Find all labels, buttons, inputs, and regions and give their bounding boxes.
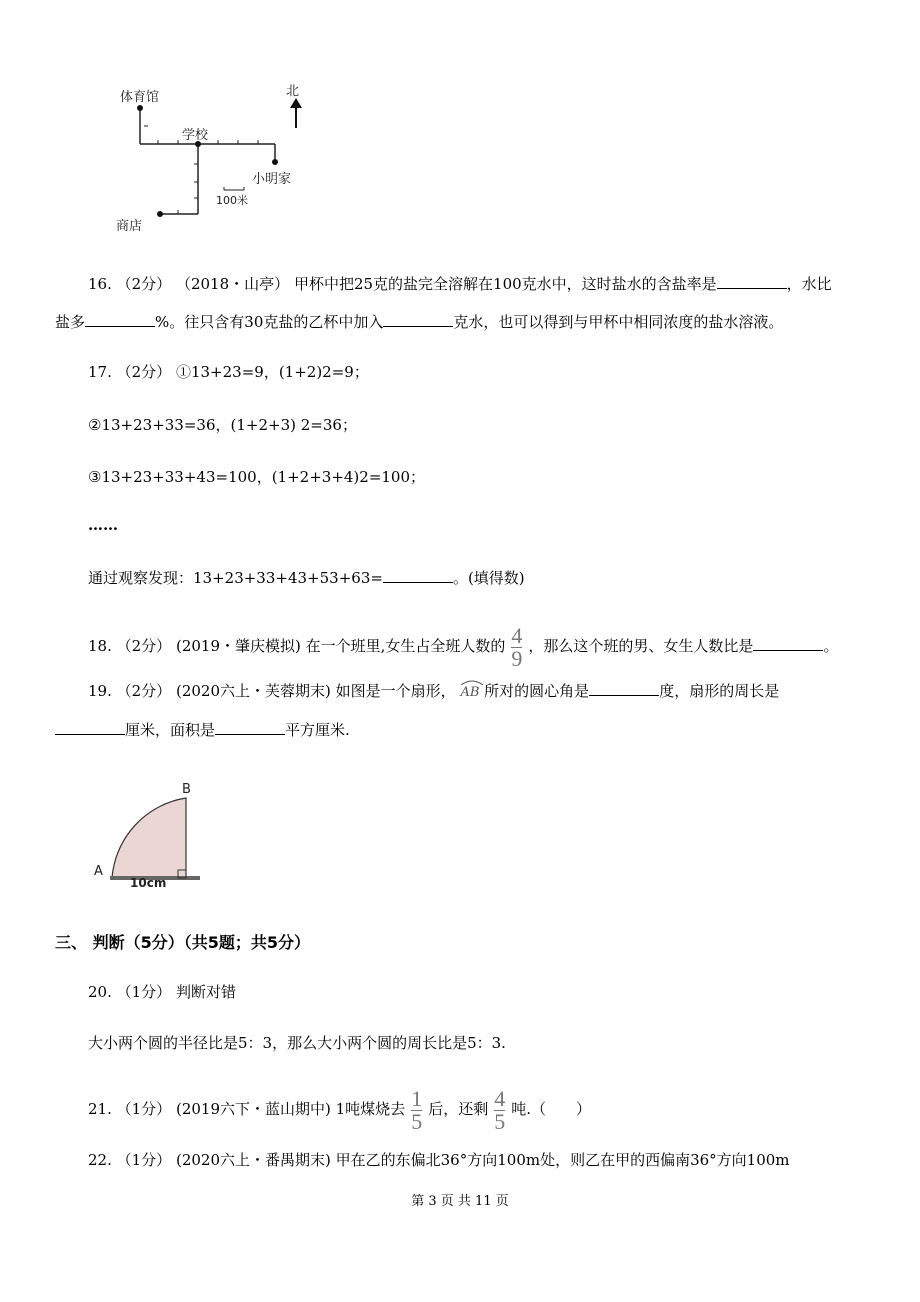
north-arrow-icon — [290, 98, 302, 108]
sector-length: 10cm — [130, 876, 167, 890]
sector-figure — [88, 778, 218, 898]
q17-number: 17. — [88, 363, 112, 381]
q16-text-b: ，水比 — [786, 275, 832, 293]
q18-text-b: ，那么这个班的男、女生人数比是 — [528, 637, 754, 655]
q17-ellipsis: …… — [88, 516, 118, 534]
q19-text-d: 厘米，面积是 — [125, 721, 216, 739]
q22-source: (2020六上・番禺期末) — [175, 1151, 331, 1169]
q18-source: (2019・肇庆模拟) — [175, 637, 301, 655]
q22-text: 甲在乙的东偏北36°方向100m处，则乙在甲的西偏南36°方向100m — [335, 1151, 790, 1169]
q18-fraction: $\frac{4}{9}$ — [511, 622, 523, 671]
q17-formula-3: ③13+23+33+43=100，(1+2+3+4)2=100； — [88, 468, 426, 486]
q18-number: 18. — [88, 637, 112, 655]
q20-line1 — [88, 982, 236, 1002]
q21-text-c: 吨.（ ） — [511, 1100, 591, 1118]
q21-fraction-1: $\frac{1}{5}$ — [411, 1085, 423, 1134]
q16-text-a: 甲杯中把25克的盐完全溶解在100克水中，这时盐水的含盐率是 — [293, 275, 717, 293]
q21-score: （1分） — [116, 1100, 172, 1118]
q17-formula-2: ②13+23+33=36，(1+2+3) 2=36； — [88, 416, 357, 434]
q16-blank-1[interactable] — [717, 274, 787, 289]
q18-score: （2分） — [116, 637, 172, 655]
q20-title: 判断对错 — [175, 983, 236, 1001]
sector-label-b: B — [182, 782, 191, 797]
q21-source: (2019六下・蓝山期中) — [175, 1100, 331, 1118]
q16-source: （2018・山亭） — [175, 275, 290, 293]
q21-line — [88, 1087, 591, 1132]
q18-text-a: 在一个班里,女生占全班人数的 — [305, 637, 506, 655]
q16-text-d: %。往只含有30克盐的乙杯中加入 — [155, 313, 384, 331]
q22-number: 22. — [88, 1151, 112, 1169]
section-3-title: 三、 判断（5分）（共5题；共5分） — [55, 933, 310, 952]
q19-text-c: 度，扇形的周长是 — [659, 682, 780, 700]
q16-text-e: 克水，也可以得到与甲杯中相同浓度的盐水溶液。 — [453, 313, 784, 331]
q17-formula-1: ①13+23=9，(1+2)2=9； — [175, 363, 369, 381]
north-label: 北 — [286, 84, 300, 99]
gym-label: 体育馆 — [120, 90, 160, 105]
q22-line — [88, 1150, 790, 1170]
q16-number: 16. — [88, 275, 112, 293]
q17-blank[interactable] — [383, 568, 453, 583]
q19-line1 — [88, 681, 779, 703]
q17-line1 — [88, 362, 369, 382]
q20-score: （1分） — [116, 983, 172, 1001]
school-label: 学校 — [182, 128, 209, 143]
q21-text-b: 后，还剩 — [428, 1100, 489, 1118]
q21-fraction-2: $\frac{4}{5}$ — [494, 1085, 506, 1134]
q22-score: （1分） — [116, 1151, 172, 1169]
q20-text: 大小两个圆的半径比是5：3，那么大小两个圆的周长比是5：3. — [88, 1034, 506, 1052]
q19-text-e: 平方厘米. — [285, 721, 350, 739]
q20-number: 20. — [88, 983, 112, 1001]
q17-score: （2分） — [116, 363, 172, 381]
q16-text-c: 盐多 — [55, 313, 86, 331]
shop-dot — [157, 211, 163, 217]
q17-text-a: 通过观察发现：13+23+33+43+53+63= — [88, 569, 383, 587]
q17-line4 — [88, 568, 525, 588]
q19-source: (2020六上・芙蓉期末) — [175, 682, 331, 700]
q16-line2 — [55, 312, 783, 332]
shop-label: 商店 — [116, 219, 143, 234]
q19-blank-3[interactable] — [215, 720, 285, 735]
q16-blank-3[interactable] — [383, 312, 453, 327]
gym-dot — [137, 105, 143, 111]
scale-label: 100米 — [216, 194, 248, 207]
q16-score: （2分） — [116, 275, 172, 293]
q18-blank[interactable] — [753, 636, 823, 651]
q18-text-c: 。 — [823, 637, 839, 655]
q21-text-a: 1吨煤烧去 — [335, 1100, 406, 1118]
q18-line — [88, 624, 838, 669]
q21-number: 21. — [88, 1100, 112, 1118]
q19-text-a: 如图是一个扇形， — [335, 682, 456, 700]
home-dot — [272, 159, 278, 165]
q17-text-b: 。(填得数) — [452, 569, 525, 587]
q19-blank-2[interactable] — [55, 720, 125, 735]
q19-line2 — [55, 720, 350, 740]
home-label: 小明家 — [252, 172, 292, 187]
q19-text-b: 所对的圆心角是 — [484, 682, 590, 700]
map-figure — [110, 78, 330, 238]
arc-icon — [459, 678, 485, 686]
q19-score: （2分） — [116, 682, 172, 700]
q19-arc-label: AB — [460, 683, 479, 703]
q19-number: 19. — [88, 682, 112, 700]
q16-line1 — [88, 274, 832, 294]
page-footer: 第 3 页 共 11 页 — [411, 1194, 509, 1209]
sector-label-a: A — [94, 864, 103, 879]
q19-blank-1[interactable] — [589, 681, 659, 696]
q16-blank-2[interactable] — [85, 312, 155, 327]
